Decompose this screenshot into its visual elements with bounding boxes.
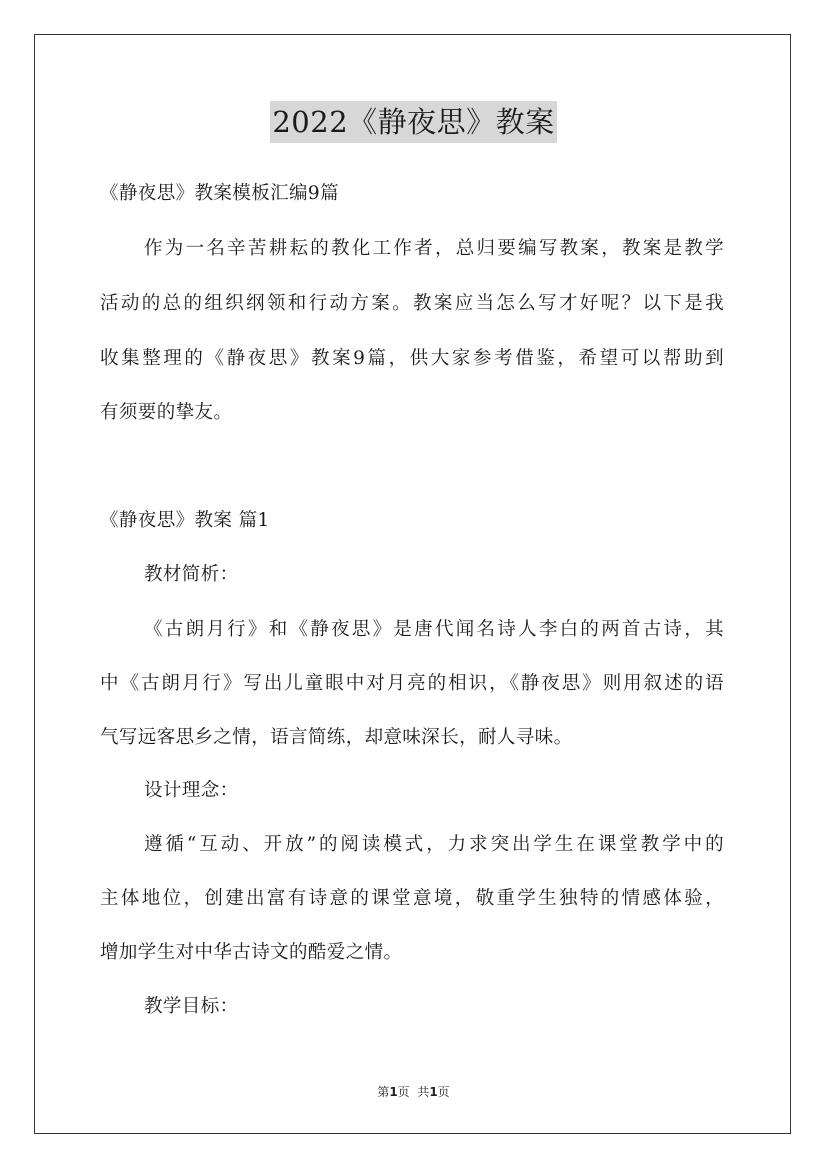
concept-line: 增加学生对中华古诗文的酷爱之情。: [100, 942, 403, 963]
footer-mid: 页 共: [397, 1085, 430, 1099]
intro-line: 作为一名辛苦耕耘的教化工作者，总归要编写教案，教案是教学: [144, 238, 724, 259]
intro-line: 活动的总的组织纲领和行动方案。教案应当怎么写才好呢？以下是我: [100, 293, 724, 314]
intro-line: 有须要的挚友。: [100, 402, 233, 423]
materials-line: 《古朗月行》和《静夜思》是唐代闻名诗人李白的两首古诗，其: [144, 619, 724, 640]
footer-total-pages: 1: [429, 1085, 438, 1099]
materials-line: 气写远客思乡之情，语言简练，却意味深长，耐人寻味。: [100, 727, 573, 748]
document-title: 2022《静夜思》教案: [270, 101, 556, 143]
footer-prefix: 第: [377, 1085, 390, 1099]
footer-page-number: 1: [389, 1085, 398, 1099]
heading-materials: 教材简析：: [144, 564, 239, 585]
title-container: [0, 101, 827, 143]
page-footer: [0, 1083, 827, 1100]
materials-line: 中《古朗月行》写出儿童眼中对月亮的相识，《静夜思》则用叙述的语: [100, 673, 724, 694]
section-heading: 《静夜思》教案 篇1: [100, 510, 270, 531]
footer-suffix: 页: [437, 1085, 450, 1099]
heading-goals: 教学目标：: [144, 996, 239, 1017]
subtitle: 《静夜思》教案模板汇编9篇: [100, 183, 339, 204]
concept-line: 主体地位，创建出富有诗意的课堂意境，敬重学生独特的情感体验，: [100, 888, 724, 909]
intro-line: 收集整理的《静夜思》教案9篇，供大家参考借鉴，希望可以帮助到: [100, 348, 724, 369]
concept-line: 遵循“互动、开放”的阅读模式，力求突出学生在课堂教学中的: [144, 834, 724, 855]
heading-concept: 设计理念：: [144, 780, 239, 801]
